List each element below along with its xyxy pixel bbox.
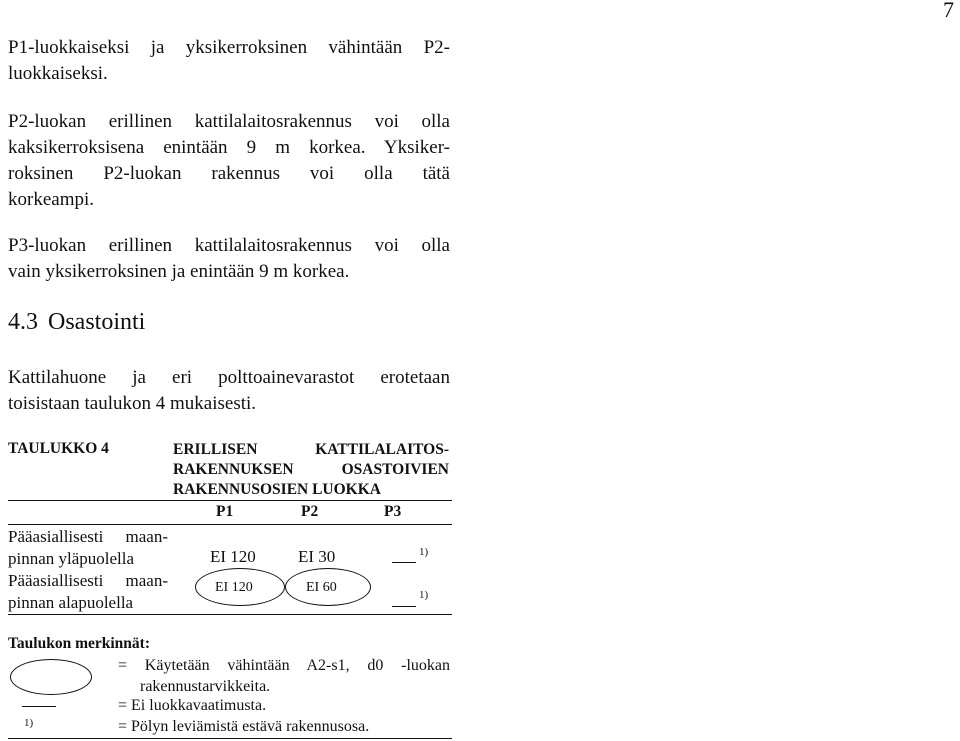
row-label-line: pinnan yläpuolella bbox=[8, 549, 135, 568]
column-header-p1: P1 bbox=[216, 503, 234, 520]
section-intro bbox=[8, 365, 450, 417]
row-label-line: pinnan alapuolella bbox=[8, 593, 134, 612]
paragraph-line: roksinen P2-luokan rakennus voi olla tätä bbox=[8, 163, 450, 184]
table-header-line: RAKENNUKSEN OSASTOIVIEN bbox=[173, 461, 449, 478]
legend-item-oval bbox=[118, 655, 450, 697]
legend-oval-symbol bbox=[10, 659, 92, 695]
row-label-line: Pääasiallisesti maan- bbox=[8, 571, 168, 590]
column-header-p2: P2 bbox=[301, 503, 319, 520]
paragraph-line: Kattilahuone ja eri polttoainevarastot erotetaan bbox=[8, 367, 450, 388]
no-requirement-dash bbox=[392, 606, 416, 607]
table-note-marker: 1) bbox=[419, 546, 429, 558]
paragraph-p3 bbox=[8, 233, 450, 285]
paragraph-line: luokkaiseksi. bbox=[8, 63, 108, 84]
table-header-line: RAKENNUSOSIEN LUOKKA bbox=[173, 481, 381, 498]
paragraph-line: kaksikerroksisena enintään 9 m korkea. Yksiker- bbox=[8, 137, 450, 158]
table-rule-bottom bbox=[8, 614, 452, 615]
table-cell-p1: EI 120 bbox=[215, 580, 253, 595]
paragraph-line: P1-luokkaiseksi ja yksikerroksinen vähintään P2- bbox=[8, 37, 450, 58]
paragraph-line: P3-luokan erillinen kattilalaitosrakennus voi olla bbox=[8, 235, 450, 256]
legend-rule-bottom bbox=[8, 738, 452, 739]
table-rule-header bbox=[8, 524, 452, 525]
table-label: TAULUKKO 4 bbox=[8, 440, 109, 457]
legend-note-symbol: 1) bbox=[24, 717, 34, 729]
legend-line: = Käytetään vähintään A2-s1, d0 -luokan bbox=[118, 657, 450, 674]
table-cell-p2: EI 60 bbox=[306, 580, 337, 595]
table-cell-p2: EI 30 bbox=[298, 547, 336, 566]
column-header-p3: P3 bbox=[384, 503, 402, 520]
paragraph-line: P2-luokan erillinen kattilalaitosrakennus voi olla bbox=[8, 111, 450, 132]
paragraph-line: toisistaan taulukon 4 mukaisesti. bbox=[8, 393, 257, 414]
legend-dash-symbol bbox=[22, 706, 56, 707]
table-header bbox=[173, 440, 449, 500]
paragraph-p1 bbox=[8, 35, 450, 87]
paragraph-p2 bbox=[8, 109, 450, 213]
table-header-line: ERILLISEN KATTILALAITOS- bbox=[173, 441, 449, 458]
table-cell-p1: EI 120 bbox=[210, 547, 256, 566]
legend-line: rakennustarvikkeita. bbox=[140, 678, 271, 695]
page-number: 7 bbox=[943, 0, 954, 22]
legend-item-note: = Pölyn leviämistä estävä rakennusosa. bbox=[118, 718, 370, 735]
paragraph-line: korkeampi. bbox=[8, 189, 95, 210]
table-row-label bbox=[8, 570, 168, 614]
section-number: 4.3 bbox=[8, 309, 38, 335]
section-heading bbox=[8, 309, 145, 336]
paragraph-line: vain yksikerroksinen ja enintään 9 m korkea. bbox=[8, 261, 350, 282]
row-label-line: Pääasiallisesti maan- bbox=[8, 527, 168, 546]
table-rule-top bbox=[8, 500, 452, 501]
no-requirement-dash bbox=[392, 562, 416, 563]
section-title: Osastointi bbox=[48, 309, 146, 335]
table-note-marker: 1) bbox=[419, 589, 429, 601]
table-row-label bbox=[8, 526, 168, 570]
legend-title: Taulukon merkinnät: bbox=[8, 635, 150, 652]
legend-item-dash: = Ei luokkavaatimusta. bbox=[118, 697, 267, 714]
